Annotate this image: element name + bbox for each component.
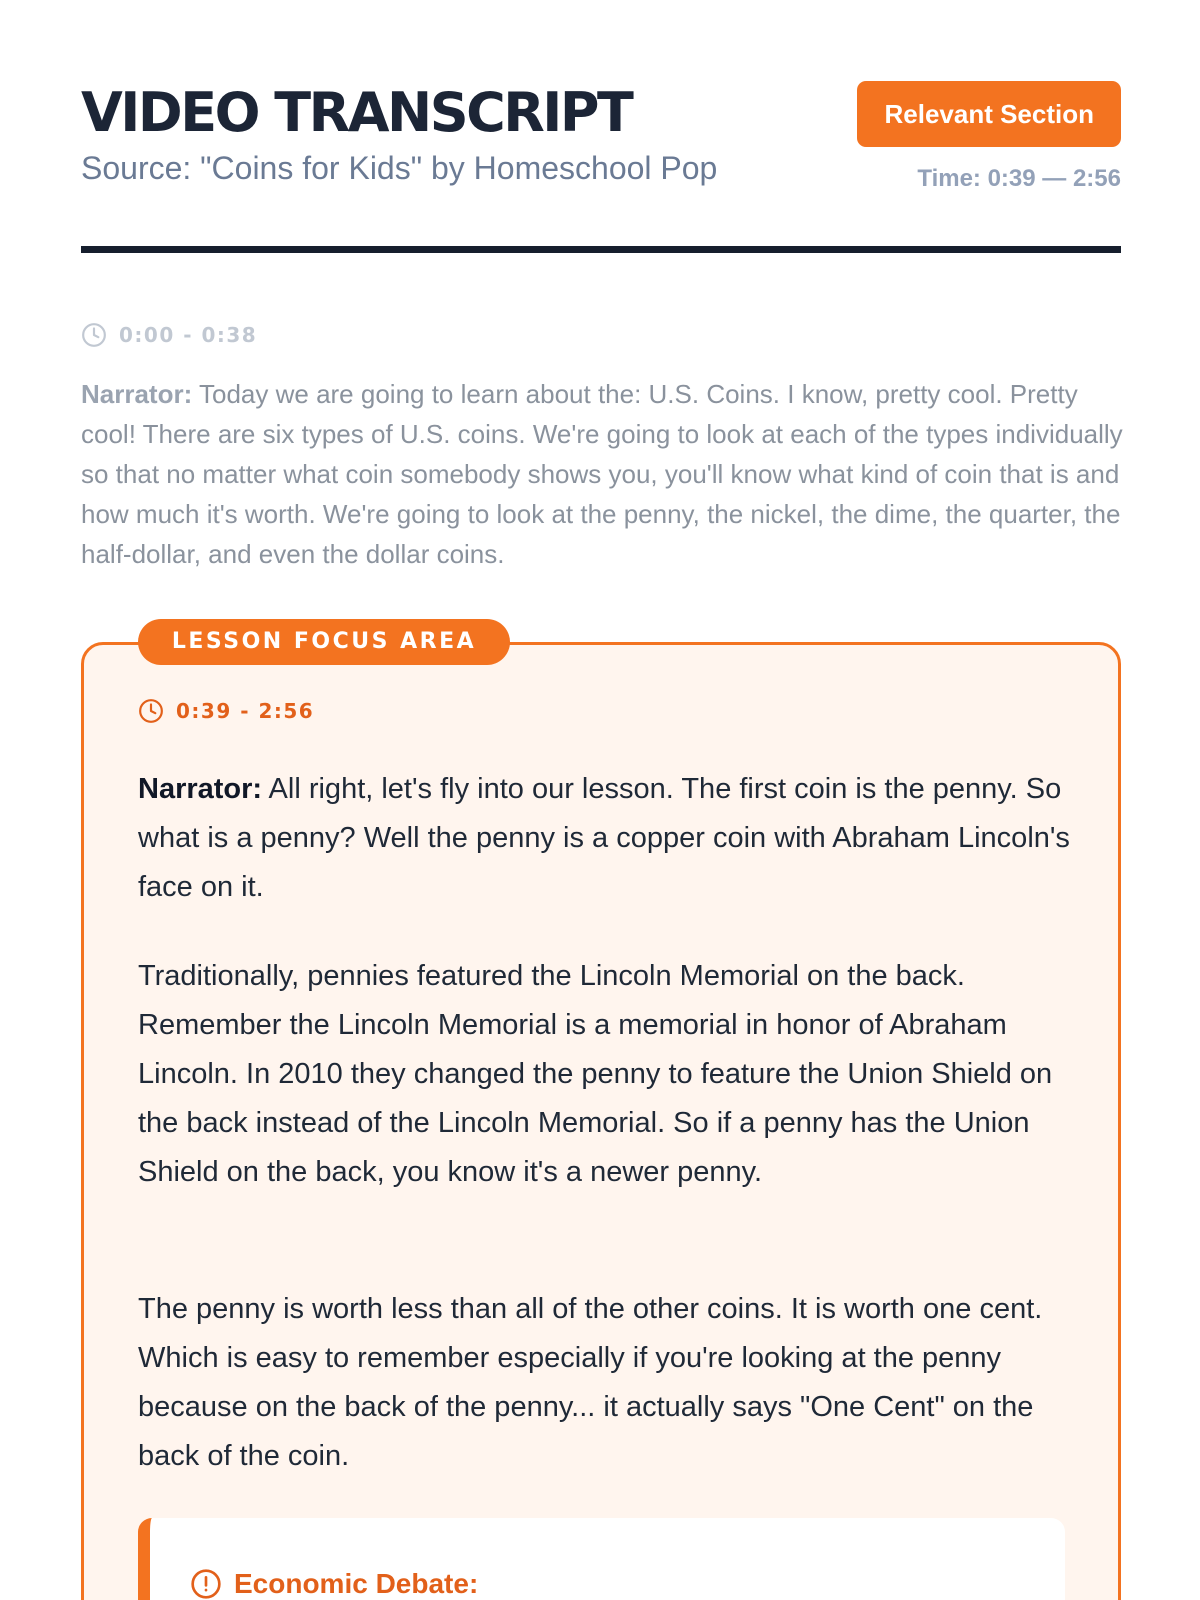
alert-circle-icon	[190, 1568, 222, 1600]
focus-paragraph-3: The penny is worth less than all of the other coins. It is worth one cent. Which is easy to remember especially if you're looking at the penny because on the back of the penny... it actually says "One Cent" on the back of the coin.	[138, 1293, 1043, 1472]
focus-timestamp-label: 0:39 - 2:56	[176, 699, 315, 723]
speaker-label: Narrator:	[138, 773, 263, 805]
economic-debate-title: Economic Debate:	[234, 1568, 479, 1599]
speaker-label: Narrator:	[81, 379, 193, 409]
segment-timestamp	[81, 320, 257, 350]
header-divider	[81, 246, 1121, 253]
relevant-section-button[interactable]: Relevant Section	[857, 81, 1121, 147]
economic-debate-heading	[190, 1567, 478, 1600]
focus-paragraph-2: Traditionally, pennies featured the Lincoln Memorial on the back. Remember the Lincoln Memorial is a memorial in honor of Abraham Lincoln. In 2010 they changed the penny to feature the Union Shield on the back instead of the Lincoln Memorial. So if a penny has the Union Shield on the back, you know it's a newer penny.	[138, 960, 1053, 1188]
focus-paragraph-1	[138, 765, 1078, 912]
segment-text	[81, 374, 1131, 574]
focus-timestamp	[138, 696, 314, 726]
clock-icon	[81, 322, 107, 348]
time-range-label: Time: 0:39 — 2:56	[917, 165, 1121, 192]
segment-timestamp-label: 0:00 - 0:38	[119, 323, 258, 347]
focus-paragraph-1-body: All right, let's fly into our lesson. The first coin is the penny. So what is a penny? Well the penny is a copper coin with Abraham Lincoln's face on it.	[138, 773, 1070, 903]
segment-body: Today we are going to learn about the: U.S. Coins. I know, pretty cool. Pretty cool! There are six types of U.S. coins. We're going to look at each of the types individually so that no matter what coin somebody shows you, you'll know what kind of coin that is and how much it's worth. We're going to look at the penny, the nickel, the dime, the quarter, the half-dollar, and even the dollar coins.	[81, 379, 1123, 569]
source-line: Source: "Coins for Kids" by Homeschool Pop	[81, 150, 718, 186]
lesson-focus-tag: LESSON FOCUS AREA	[138, 619, 510, 665]
clock-icon	[138, 698, 164, 724]
page-header	[81, 78, 1121, 192]
page-title: VIDEO TRANSCRIPT	[81, 81, 632, 144]
